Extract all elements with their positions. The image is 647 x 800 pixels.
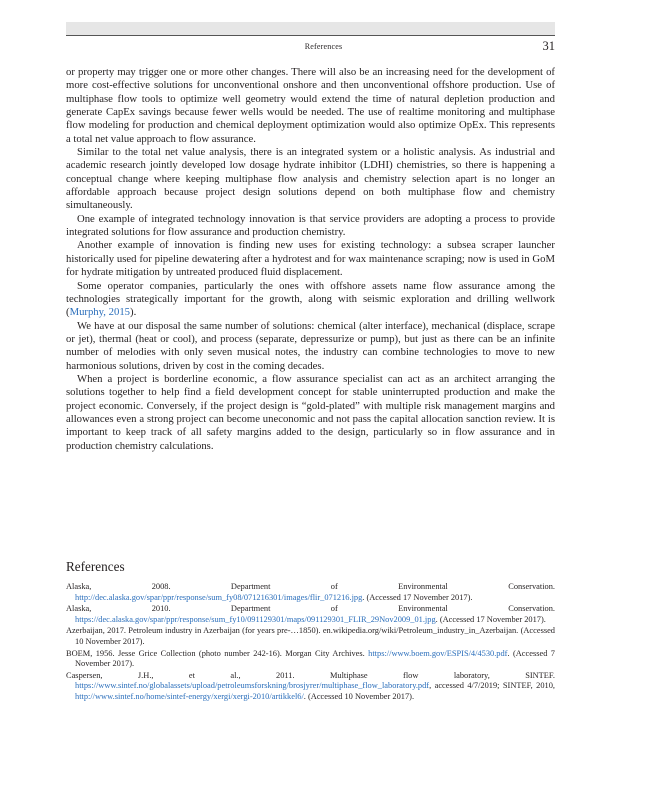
reference-text: Azerbaijan, 2017. Petroleum industry in Azerbaijan (for years pre-…1850). en.wikipedia.org/wiki/Petroleum_industry_in_Azerbaijan. (Accessed 10 November 2017).	[66, 626, 555, 646]
references-list	[66, 582, 555, 704]
reference-link[interactable]: http://www.sintef.no/home/sintef-energy/xergi/xergi-2010/artikkel6/	[75, 691, 304, 701]
reference-text: BOEM, 1956. Jesse Grice Collection (photo number 242-16). Morgan City Archives.	[66, 648, 369, 658]
paragraph-6: We have at our disposal the same number of solutions: chemical (alter interface), mechanical (displace, scrape or jet), thermal (heat or cool), and process (separate, depressurize or pump), but just as there can be an infinite number of melodies with only seven musical notes, the industry can combine technologies to move to new harmonious solutions, driven by cost in the coming decades.	[66, 319, 555, 372]
reference-item	[66, 626, 555, 647]
reference-item	[66, 604, 555, 625]
reference-note: . (Accessed 10 November 2017).	[303, 691, 415, 701]
reference-item	[66, 582, 555, 603]
paragraph-3: One example of integrated technology innovation is that service providers are adopting a process to provide integrated solutions for flow assurance and production chemistry.	[66, 212, 555, 239]
page-number: 31	[542, 39, 555, 53]
paragraph-5-end: ).	[130, 306, 137, 319]
reference-text: Caspersen, J.H., et al., 2011. Multiphase flow laboratory, SINTEF.	[66, 670, 555, 680]
citation-link[interactable]: Murphy, 2015	[69, 306, 131, 319]
references-heading: References	[66, 559, 125, 574]
reference-text: Alaska, 2008. Department of Environmental Conservation.	[66, 582, 555, 591]
reference-link[interactable]: http://dec.alaska.gov/spar/ppr/response/sum_fy08/071216301/images/flir_071216.jpg	[75, 592, 363, 602]
reference-link[interactable]: https://www.boem.gov/ESPIS/4/4530.pdf	[368, 648, 508, 658]
reference-note: . (Accessed 7 November 2017).	[75, 648, 555, 669]
running-title: References	[304, 42, 343, 51]
reference-note: . (Accessed 17 November 2017).	[362, 592, 473, 602]
paragraph-5	[66, 280, 555, 320]
header-bar	[66, 22, 555, 35]
paragraph-5-text: Some operator companies, particularly the ones with offshore assets name flow assurance among the technologies strategically important for the growth, along with seismic exploration and drilling wellwork (	[66, 279, 555, 319]
paragraph-7: When a project is borderline economic, a flow assurance specialist can act as an architect arranging the solutions together to help find a field development concept for stable uninterrupted production and make the project economic. Conversely, if the project design is “gold-plated” with multiple risk management margins and allowances even a strong project can become uneconomic and not pass the capital allocation sanction review. It is important to keep track of all safety margins added to the design, particularly so in flow assurance and in production chemistry calculations.	[66, 372, 555, 452]
header-rule	[66, 35, 555, 36]
reference-link[interactable]: https://www.sintef.no/globalassets/upload/petroleumsforskning/brosjyrer/multiphase_flow_laboratory.pdf	[75, 681, 430, 691]
paragraph-2: Similar to the total net value analysis, there is an integrated system or a holistic analysis. As industrial and academic research jointly developed low dosage hydrate inhibitor (LDHI) chemistries, so there is happening a conceptual change where keeping multiphase flow analysis and chemistry selection apart is no longer an affordable approach because project design solutions depend on both multiphase flow and chemistry simultaneously.	[66, 146, 555, 212]
reference-text-mid: , accessed 4/7/2019; SINTEF, 2010,	[429, 681, 555, 691]
reference-note: . (Accessed 17 November 2017).	[435, 614, 546, 624]
reference-item	[66, 649, 555, 670]
reference-link[interactable]: https://dec.alaska.gov/spar/ppr/response/sum_fy10/091129301/maps/091129301_FLIR_29Nov2009_01.jpg	[75, 614, 436, 624]
reference-text: Alaska, 2010. Department of Environmental Conservation.	[66, 604, 555, 614]
body-text	[66, 66, 555, 453]
reference-item	[66, 671, 555, 703]
paragraph-1: or property may trigger one or more other changes. There will also be an increasing need for the development of more cost-effective solutions for unconventional onshore and then unconventional offshore production. Use of multiphase flow tools to optimize well geometry would extend the time of natural depletion production and generate CapEx savings because fewer wells would be needed. The use of realtime monitoring and multiphase flow modeling for production and chemical deployment optimization would also optimize OpEx. This represents a total net value approach to flow assurance.	[66, 66, 555, 145]
paragraph-4: Another example of innovation is finding new uses for existing technology: a subsea scraper launcher historically used for pipeline dewatering after a hydrotest and for wax maintenance scraping; now is used in GoM for hydrate mitigation by untreated produced fluid displacement.	[66, 239, 555, 279]
